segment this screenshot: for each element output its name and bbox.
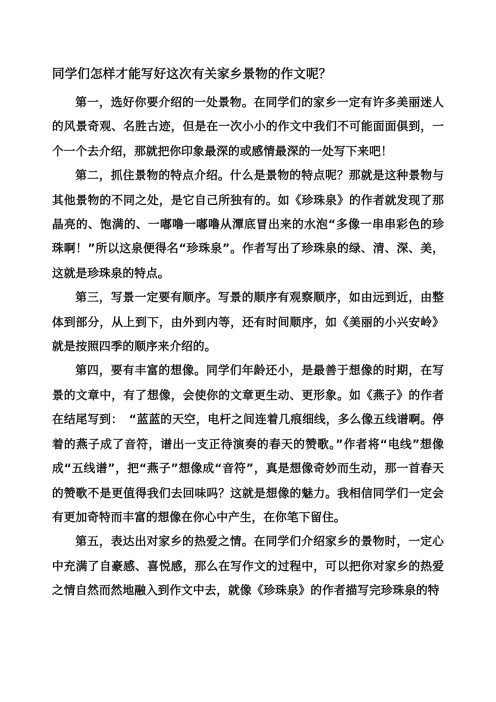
paragraph-3: 第三，写景一定要有顺序。写景的顺序有观察顺序，如由远到近，由整体到部分，从上到下，由外到内等，还有时间顺序，如《美丽的小兴安岭》就是按照四季的顺序来介绍的。	[52, 290, 444, 354]
paragraph-1: 第一，选好你要介绍的一处景物。在同学们的家乡一定有许多美丽迷人的风景奇观、名胜古迹，但是在一次小小的作文中我们不可能面面俱到，一个一个去介绍，那就把你印象最深的或感情最深的一处写下来吧！	[52, 95, 444, 158]
document-page	[52, 64, 444, 603]
paragraph-5: 第五，表达出对家乡的热爱之情。在同学们介绍家乡的景物时，一定心中充满了自豪感、喜悦感，那么在写作文的过程中，可以把你对家乡的热爱之情自然而然地融入到作文中去，就像《珍珠泉》的作者描写完珍珠泉的特	[52, 534, 444, 598]
document-title: 同学们怎样才能写好这次有关家乡景物的作文呢？	[52, 66, 332, 81]
paragraph-4: 第四，要有丰富的想像。同学们年龄还小，是最善于想像的时期，在写景的文章中，有了想像，会使你的文章更生动、更形象。如《燕子》的作者在结尾写到： “蓝蓝的天空，电杆之间连着几痕细线，多么像五线谱啊。停着的燕子成了音符，谱出一支正待演奏的春天的赞歌。”作者将“电线”想像成“五线谱”，把“燕子”想像成“音符”，真是想像奇妙而生动，那一首春天的赞歌不是更值得我们去回味吗？这就是想像的魅力。我相信同学们一定会有更加奇特而丰富的想像在你心中产生，在你笔下留住。	[52, 363, 444, 524]
paragraph-2: 第二，抓住景物的特点介绍。什么是景物的特点呢？那就是这种景物与其他景物的不同之处，是它自己所独有的。如《珍珠泉》的作者就发现了那晶亮的、饱满的、一嘟噜一嘟噜从潭底冒出来的水泡“多像一串串彩色的珍珠啊！”所以这泉便得名“珍珠泉”。作者写出了珍珠泉的绿、清、深、美，这就是珍珠泉的特点。	[52, 168, 444, 280]
